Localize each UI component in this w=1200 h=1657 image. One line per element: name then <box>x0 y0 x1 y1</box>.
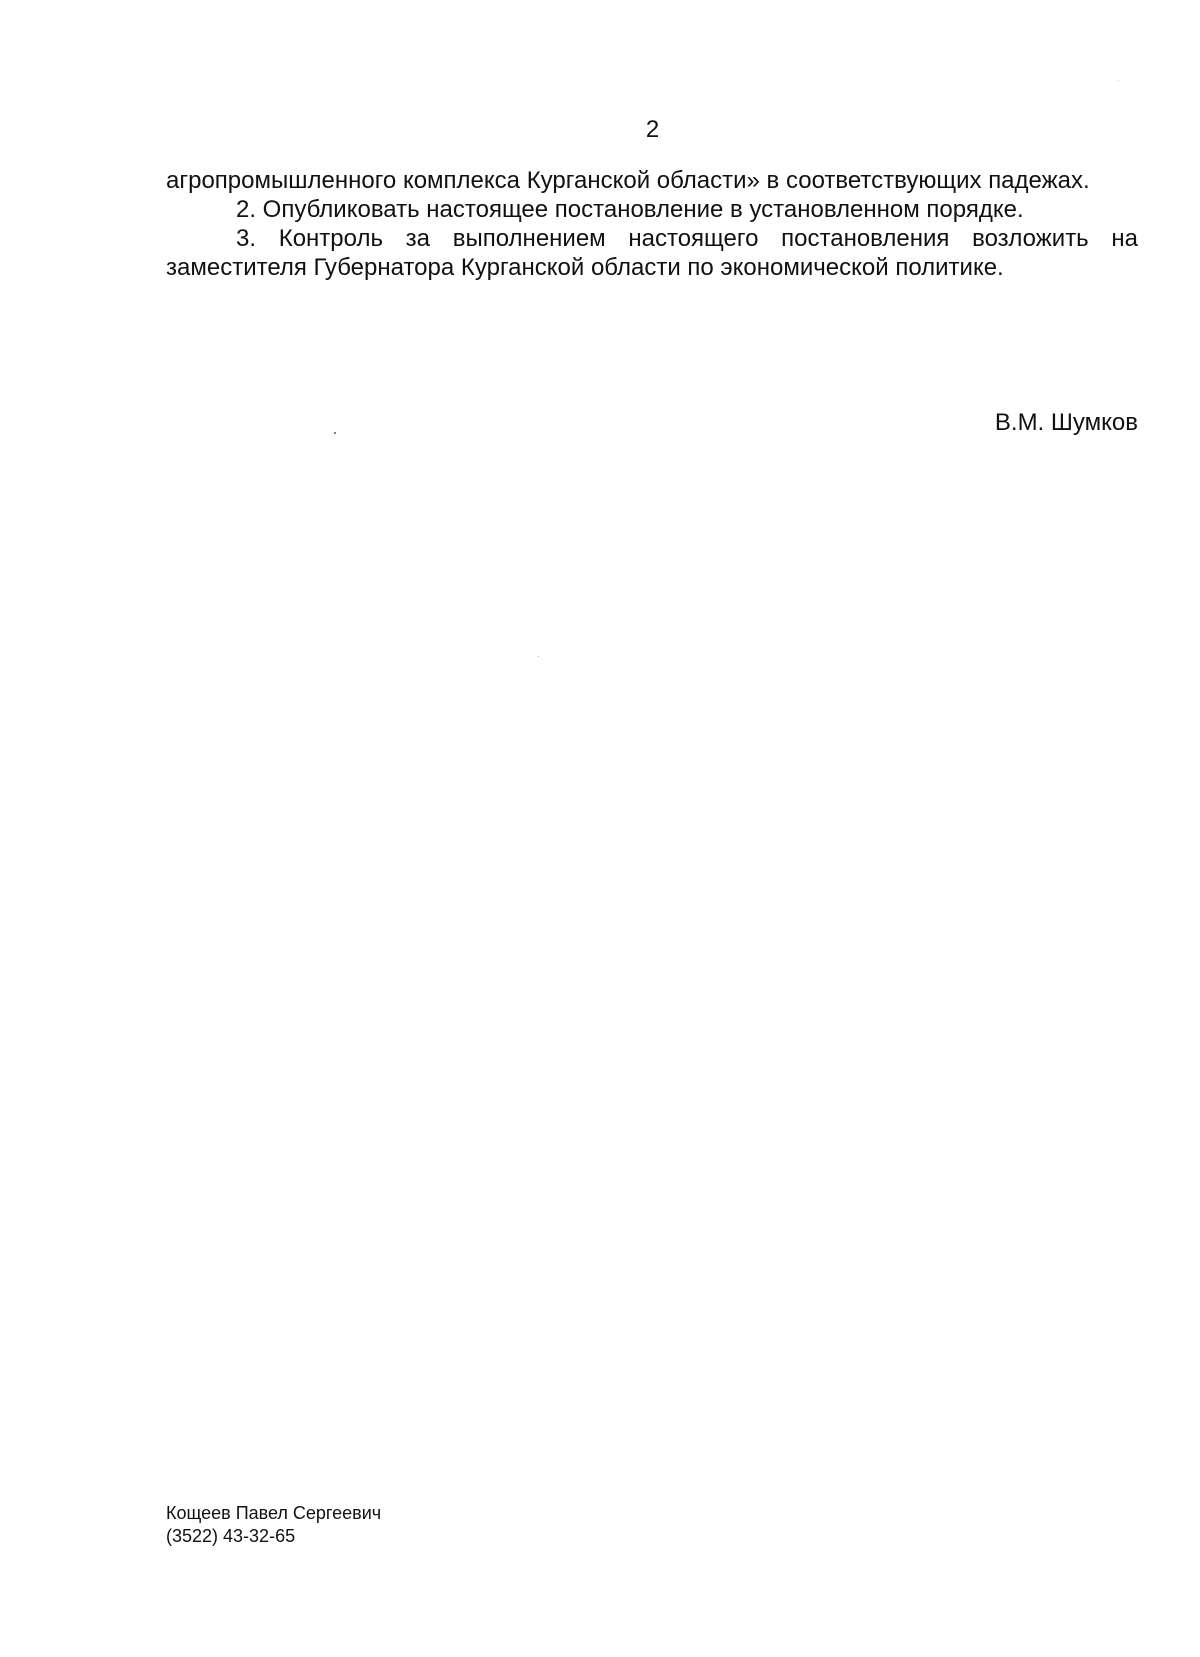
executor-block <box>166 1502 381 1548</box>
executor-phone: (3522) 43-32-65 <box>166 1526 296 1546</box>
executor-name: Кощеев Павел Сергеевич <box>166 1503 382 1523</box>
paragraph-item-3: 3. Контроль за выполнением настоящего постановления возложить на заместителя Губернатора Курганской области по экономической политике. <box>166 225 1138 281</box>
paragraph-item-2: 2. Опубликовать настоящее постановление в установленном порядке. <box>236 196 1024 223</box>
signature-name: В.М. Шумков <box>994 409 1138 436</box>
scan-speck <box>334 432 336 434</box>
document-body <box>166 166 1138 282</box>
scan-speck <box>1118 80 1119 81</box>
scan-speck <box>538 656 539 657</box>
paragraph-continuation: агропромышленного комплекса Курганской области» в соответствующих падежах. <box>166 167 1090 194</box>
page-number: 2 <box>645 116 660 143</box>
